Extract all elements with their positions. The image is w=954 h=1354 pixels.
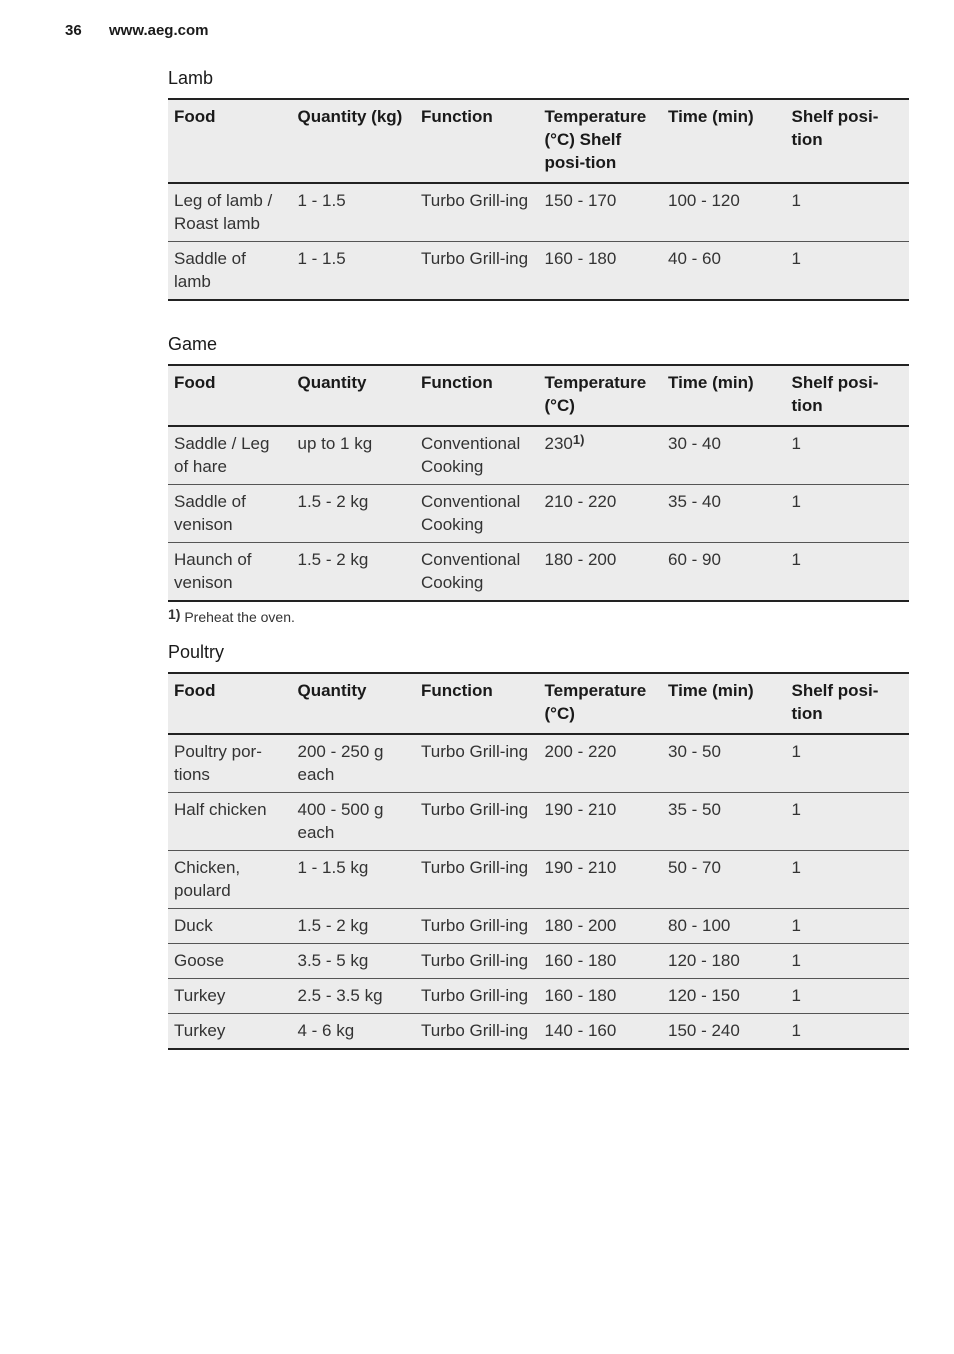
lamb-section-title: Lamb (168, 68, 214, 88)
time-cell: 120 - 180 (662, 944, 786, 979)
table-row (168, 242, 909, 301)
quantity-cell: 1.5 - 2 kg (292, 485, 416, 543)
function-cell: Conventional Cooking (415, 543, 539, 602)
time-cell: 35 - 50 (662, 793, 786, 851)
table-row (168, 543, 909, 602)
quantity-cell: 1.5 - 2 kg (292, 543, 416, 602)
poultry-header-row (168, 673, 909, 734)
function-cell: Turbo Grill-ing (415, 793, 539, 851)
col-temperature-header: Temperature (°C) (539, 365, 663, 426)
function-cell: Turbo Grill-ing (415, 1014, 539, 1050)
shelf-cell: 1 (786, 851, 910, 909)
col-time-header: Time (min) (662, 99, 786, 183)
table-row (168, 1014, 909, 1050)
poultry-table (168, 672, 909, 1050)
quantity-cell: 1 - 1.5 kg (292, 851, 416, 909)
food-cell: Goose (168, 944, 292, 979)
shelf-cell: 1 (786, 734, 910, 793)
col-quantity-header: Quantity (kg) (292, 99, 416, 183)
quantity-cell: 2.5 - 3.5 kg (292, 979, 416, 1014)
function-cell: Turbo Grill-ing (415, 944, 539, 979)
food-cell: Haunch of venison (168, 543, 292, 602)
temperature-cell: 160 - 180 (539, 979, 663, 1014)
poultry-section-title: Poultry (168, 642, 225, 662)
col-food-header: Food (168, 99, 292, 183)
col-shelf-header: Shelf posi-tion (786, 673, 910, 734)
time-cell: 40 - 60 (662, 242, 786, 301)
table-row (168, 183, 909, 242)
temperature-cell (539, 426, 663, 485)
function-cell: Turbo Grill-ing (415, 979, 539, 1014)
temperature-cell: 180 - 200 (539, 909, 663, 944)
food-cell: Duck (168, 909, 292, 944)
shelf-cell: 1 (786, 543, 910, 602)
page-header (65, 22, 208, 39)
temperature-cell: 150 - 170 (539, 183, 663, 242)
lamb-header-row (168, 99, 909, 183)
time-cell: 150 - 240 (662, 1014, 786, 1050)
table-row (168, 851, 909, 909)
col-shelf-header: Shelf posi-tion (786, 365, 910, 426)
temperature-cell: 200 - 220 (539, 734, 663, 793)
table-row (168, 979, 909, 1014)
shelf-cell: 1 (786, 793, 910, 851)
col-function-header: Function (415, 365, 539, 426)
food-cell: Saddle / Leg of hare (168, 426, 292, 485)
page-number: 36 (65, 22, 82, 39)
temperature-cell: 190 - 210 (539, 793, 663, 851)
quantity-cell: 1.5 - 2 kg (292, 909, 416, 944)
time-cell: 50 - 70 (662, 851, 786, 909)
time-cell: 80 - 100 (662, 909, 786, 944)
food-cell: Turkey (168, 979, 292, 1014)
function-cell: Turbo Grill-ing (415, 734, 539, 793)
shelf-cell: 1 (786, 242, 910, 301)
footnote-text: Preheat the oven. (184, 609, 295, 625)
col-quantity-header: Quantity (292, 365, 416, 426)
function-cell: Turbo Grill-ing (415, 242, 539, 301)
game-table (168, 364, 909, 602)
site-url: www.aeg.com (109, 22, 209, 39)
table-row (168, 944, 909, 979)
game-header-row (168, 365, 909, 426)
quantity-cell: 1 - 1.5 (292, 242, 416, 301)
quantity-cell: 200 - 250 g each (292, 734, 416, 793)
function-cell: Turbo Grill-ing (415, 909, 539, 944)
shelf-cell: 1 (786, 183, 910, 242)
time-cell: 30 - 40 (662, 426, 786, 485)
quantity-cell: up to 1 kg (292, 426, 416, 485)
col-quantity-header: Quantity (292, 673, 416, 734)
food-cell: Half chicken (168, 793, 292, 851)
col-temperature-header: Temperature (°C) (539, 673, 663, 734)
table-row (168, 734, 909, 793)
temperature-cell: 160 - 180 (539, 944, 663, 979)
game-footnote (168, 606, 295, 625)
time-cell: 35 - 40 (662, 485, 786, 543)
function-cell: Turbo Grill-ing (415, 851, 539, 909)
col-time-header: Time (min) (662, 365, 786, 426)
temperature-cell: 210 - 220 (539, 485, 663, 543)
table-row (168, 793, 909, 851)
time-cell: 60 - 90 (662, 543, 786, 602)
function-cell: Conventional Cooking (415, 426, 539, 485)
shelf-cell: 1 (786, 979, 910, 1014)
food-cell: Leg of lamb / Roast lamb (168, 183, 292, 242)
table-row (168, 485, 909, 543)
col-food-header: Food (168, 673, 292, 734)
col-time-header: Time (min) (662, 673, 786, 734)
food-cell: Chicken, poulard (168, 851, 292, 909)
table-row (168, 426, 909, 485)
shelf-cell: 1 (786, 485, 910, 543)
function-cell: Conventional Cooking (415, 485, 539, 543)
food-cell: Turkey (168, 1014, 292, 1050)
food-cell: Saddle of lamb (168, 242, 292, 301)
temperature-cell: 140 - 160 (539, 1014, 663, 1050)
temperature-value: 230 (544, 434, 573, 453)
footnote-ref: 1) (572, 432, 585, 447)
game-section-title: Game (168, 334, 218, 354)
shelf-cell: 1 (786, 426, 910, 485)
function-cell: Turbo Grill-ing (415, 183, 539, 242)
temperature-cell: 160 - 180 (539, 242, 663, 301)
col-food-header: Food (168, 365, 292, 426)
quantity-cell: 1 - 1.5 (292, 183, 416, 242)
quantity-cell: 4 - 6 kg (292, 1014, 416, 1050)
time-cell: 30 - 50 (662, 734, 786, 793)
food-cell: Poultry por-tions (168, 734, 292, 793)
shelf-cell: 1 (786, 1014, 910, 1050)
col-function-header: Function (415, 99, 539, 183)
time-cell: 100 - 120 (662, 183, 786, 242)
time-cell: 120 - 150 (662, 979, 786, 1014)
table-row (168, 909, 909, 944)
shelf-cell: 1 (786, 909, 910, 944)
food-cell: Saddle of venison (168, 485, 292, 543)
col-function-header: Function (415, 673, 539, 734)
lamb-table (168, 98, 909, 301)
temperature-cell: 190 - 210 (539, 851, 663, 909)
temperature-cell: 180 - 200 (539, 543, 663, 602)
quantity-cell: 3.5 - 5 kg (292, 944, 416, 979)
footnote-marker: 1) (168, 606, 181, 622)
quantity-cell: 400 - 500 g each (292, 793, 416, 851)
shelf-cell: 1 (786, 944, 910, 979)
col-temperature-header: Temperature (°C) Shelf posi-tion (539, 99, 663, 183)
col-shelf-header: Shelf posi-tion (786, 99, 910, 183)
